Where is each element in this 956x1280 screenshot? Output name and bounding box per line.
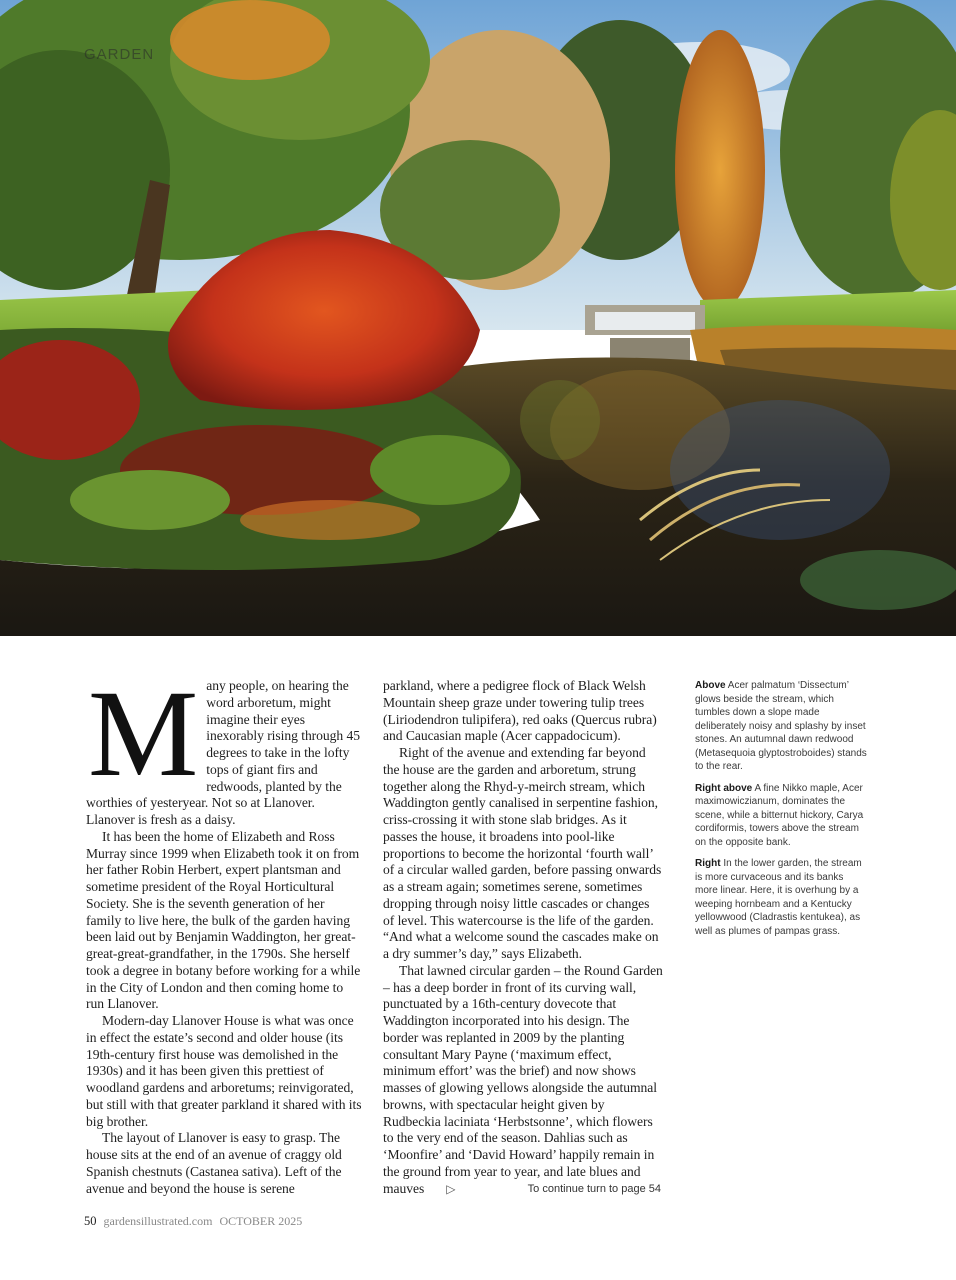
caption-text: Acer palmatum ‘Dissectum’ glows beside the stream, which tumbles down a slope made deliberately noisy and splashy by inset stones. An autumnal dawn redwood (Metasequoia glyptostroboides) stands to the rear. [695, 680, 867, 772]
continue-arrow-icon: ▷ [446, 1181, 456, 1196]
paragraph [86, 665, 362, 829]
paragraph: It has been the home of Elizabeth and Ross Murray since 1999 when Elizabeth took it on from her father Robin Herbert, expert plantsman and sometime president of the Royal Horticultural Society. She is the seventh generation of her family to live here, the bulk of the garden having been laid out by Benjamin Waddington, her great-great-great-grandfather, in the 1790s. She herself took a degree in botany before working for a while in the City of London and then coming home to run Llanover. [86, 828, 361, 1012]
paragraph: Right of the avenue and extending far beyond the house are the garden and arboretum, strung together along the Rhyd-y-meirch stream, which Waddington gently canalised in serpentine fashion, criss-crossing it with stone slab bridges. As it passes the house, it broadens into pool-like proportions to become the horizontal ‘fourth wall’ of a circular walled garden, before passing onwards as a stream again; sometimes serene, sometimes dropping through noisy little cascades or changes of level. This watercourse is the life of the garden. “And what a welcome sound the cascades make on a dry summer’s day,” says Elizabeth. [383, 745, 662, 961]
caption-lead: Above [695, 680, 726, 691]
caption-text: A fine Nikko maple, Acer maximowiczianum, dominates the scene, while a bitternut hickory, Carya cordiformis, towers above the stream on the opposite bank. [695, 782, 864, 848]
drop-cap: M [88, 665, 199, 802]
garden-stream-photo [0, 0, 956, 636]
paragraph-text: That lawned circular garden – the Round Garden – has a deep border in front of its curving wall, punctuated by a 16th-century dovecote that Waddington incorporated into his design. The border was replanted in 2009 by the planting consultant Mary Payne (‘maximum effect, minimum effort’ was the brief) and now shows masses of glowing yellows alongside the autumnal browns, with spectacular height given by Rudbeckia laciniata ‘Herbstsonne’, which flowers to the very end of the season. Dahlias such as ‘Moonfire’ and ‘David Howard’ happily remain in the ground from year to year, and late blues and mauves [383, 962, 663, 1196]
caption-right [695, 857, 867, 938]
paragraph: parkland, where a pedigree flock of Black Welsh Mountain sheep graze under towering tulip trees (Liriodendron tulipifera), red oaks (Quercus rubra) and Caucasian maple (Acer cappadocicum). [383, 678, 657, 744]
caption-above [695, 679, 867, 774]
caption-text: In the lower garden, the stream is more curvaceous and its banks more linear. Here, it is overhung by a weeping hornbeam and a Kentucky yellowwood (Cladrastis kentukea), as well as plumes of pampas grass. [695, 858, 862, 937]
section-tag: GARDEN [84, 46, 155, 63]
paragraph: The layout of Llanover is easy to grasp. The house sits at the end of an avenue of craggy old Spanish chestnuts (Castanea sativa). Left of the avenue and beyond the house is serene [86, 1130, 342, 1196]
caption-right-above [695, 782, 867, 850]
photo-captions [695, 679, 867, 946]
caption-lead: Right [695, 858, 721, 869]
site-url: gardensillustrated.com [103, 1214, 213, 1228]
article-column-2 [383, 678, 663, 1197]
article-column-1 [86, 665, 362, 1197]
continue-note: To continue turn to page 54 [527, 1183, 661, 1195]
caption-lead: Right above [695, 782, 753, 794]
hero-photo [0, 0, 956, 636]
issue-date: OCTOBER 2025 [219, 1214, 303, 1228]
paragraph [383, 963, 663, 1198]
page-footer [84, 1214, 302, 1229]
paragraph: Modern-day Llanover House is what was once in effect the estate’s second and older house (its 19th-century first house was demolished in the 1930s) and it has been given this prettiest of woodland gardens and arboretums; reinvigorated, but still with that greater parkland it shared with its big brother. [86, 1013, 362, 1129]
paragraph-text: any people, on hearing the word arboretum, might imagine their eyes inexorably rising through 45 degrees to take in the lofty tops of giant firs and redwoods, planted by the worthies of yesteryear. Not so at Llanover. Llanover is fresh as a daisy. [86, 678, 360, 827]
page-number: 50 [84, 1214, 97, 1228]
